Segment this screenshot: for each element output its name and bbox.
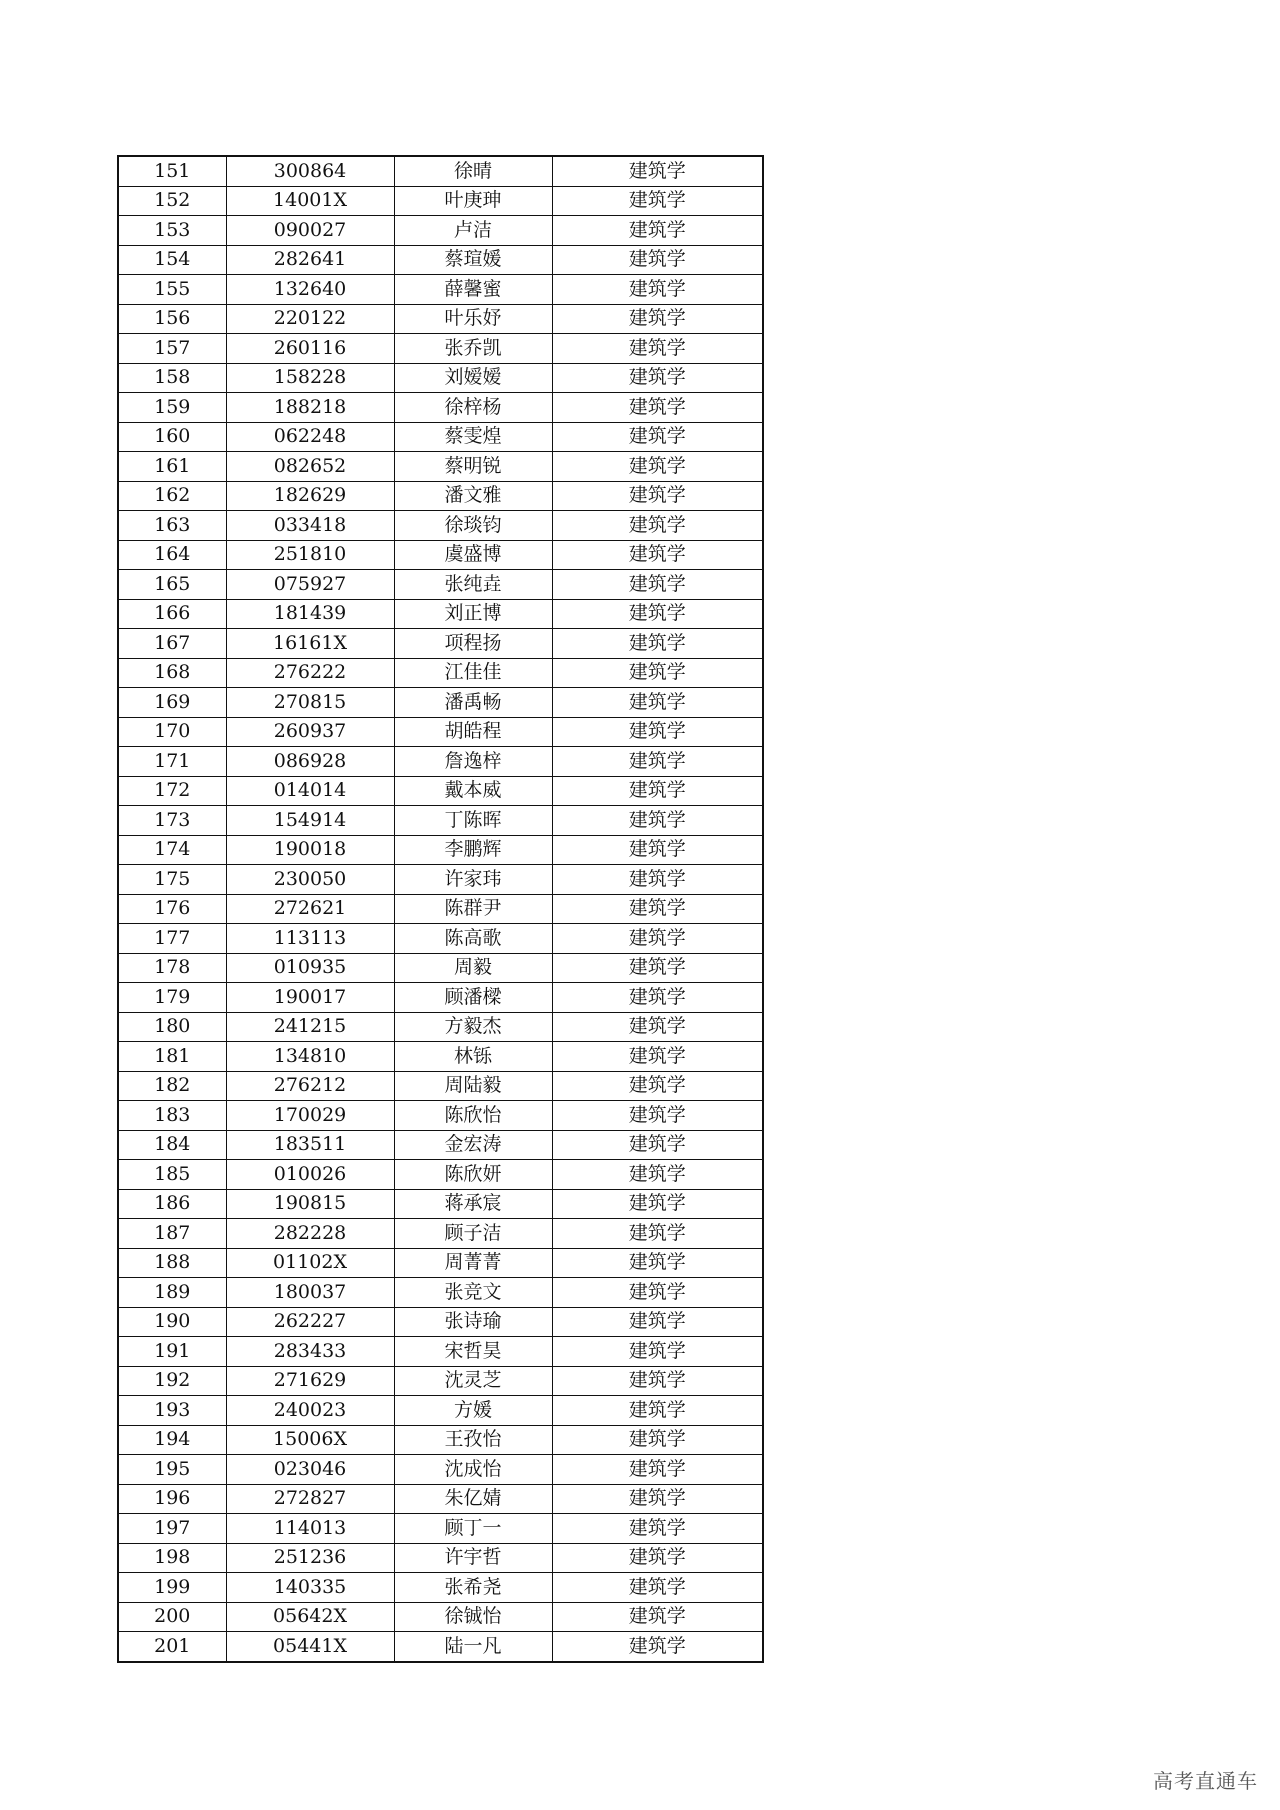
table-row: [118, 688, 763, 718]
table-row: [118, 245, 763, 275]
row-number-cell: 156: [118, 304, 226, 334]
major-cell: 建筑学: [552, 1130, 763, 1160]
table-row: [118, 806, 763, 836]
table-row: [118, 540, 763, 570]
row-number-cell: 171: [118, 747, 226, 777]
id-suffix-cell: 16161X: [226, 629, 394, 659]
id-suffix-cell: 262227: [226, 1307, 394, 1337]
id-suffix-cell: 190018: [226, 835, 394, 865]
row-number-cell: 174: [118, 835, 226, 865]
major-cell: 建筑学: [552, 245, 763, 275]
major-cell: 建筑学: [552, 481, 763, 511]
name-cell: 蔡瑄媛: [394, 245, 552, 275]
id-suffix-cell: 183511: [226, 1130, 394, 1160]
id-suffix-cell: 170029: [226, 1101, 394, 1131]
major-cell: 建筑学: [552, 1455, 763, 1485]
name-cell: 徐梓杨: [394, 393, 552, 423]
row-number-cell: 151: [118, 156, 226, 186]
major-cell: 建筑学: [552, 1543, 763, 1573]
table-row: [118, 1455, 763, 1485]
id-suffix-cell: 01102X: [226, 1248, 394, 1278]
id-suffix-cell: 114013: [226, 1514, 394, 1544]
id-suffix-cell: 014014: [226, 776, 394, 806]
row-number-cell: 164: [118, 540, 226, 570]
name-cell: 叶庚珅: [394, 186, 552, 216]
id-suffix-cell: 282641: [226, 245, 394, 275]
row-number-cell: 197: [118, 1514, 226, 1544]
major-cell: 建筑学: [552, 1602, 763, 1632]
table-row: [118, 776, 763, 806]
name-cell: 戴本威: [394, 776, 552, 806]
table-row: [118, 216, 763, 246]
id-suffix-cell: 062248: [226, 422, 394, 452]
name-cell: 顾丁一: [394, 1514, 552, 1544]
major-cell: 建筑学: [552, 1219, 763, 1249]
table-row: [118, 1012, 763, 1042]
id-suffix-cell: 240023: [226, 1396, 394, 1426]
id-suffix-cell: 270815: [226, 688, 394, 718]
table-row: [118, 1396, 763, 1426]
name-cell: 宋哲昊: [394, 1337, 552, 1367]
major-cell: 建筑学: [552, 688, 763, 718]
row-number-cell: 153: [118, 216, 226, 246]
major-cell: 建筑学: [552, 865, 763, 895]
table-row: [118, 658, 763, 688]
table-row: [118, 511, 763, 541]
row-number-cell: 159: [118, 393, 226, 423]
table-row: [118, 924, 763, 954]
id-suffix-cell: 158228: [226, 363, 394, 393]
table-row: [118, 1602, 763, 1632]
name-cell: 陈欣妍: [394, 1160, 552, 1190]
row-number-cell: 170: [118, 717, 226, 747]
row-number-cell: 169: [118, 688, 226, 718]
table-row: [118, 1160, 763, 1190]
row-number-cell: 162: [118, 481, 226, 511]
name-cell: 方毅杰: [394, 1012, 552, 1042]
major-cell: 建筑学: [552, 894, 763, 924]
major-cell: 建筑学: [552, 1632, 763, 1662]
row-number-cell: 161: [118, 452, 226, 482]
id-suffix-cell: 05441X: [226, 1632, 394, 1662]
id-suffix-cell: 260116: [226, 334, 394, 364]
row-number-cell: 154: [118, 245, 226, 275]
major-cell: 建筑学: [552, 776, 763, 806]
table-row: [118, 1425, 763, 1455]
name-cell: 蔡雯煌: [394, 422, 552, 452]
id-suffix-cell: 075927: [226, 570, 394, 600]
major-cell: 建筑学: [552, 1042, 763, 1072]
table-row: [118, 747, 763, 777]
watermark: 高考直通车: [1153, 1769, 1258, 1793]
major-cell: 建筑学: [552, 334, 763, 364]
major-cell: 建筑学: [552, 1514, 763, 1544]
major-cell: 建筑学: [552, 1396, 763, 1426]
major-cell: 建筑学: [552, 1337, 763, 1367]
name-cell: 江佳佳: [394, 658, 552, 688]
row-number-cell: 173: [118, 806, 226, 836]
id-suffix-cell: 190017: [226, 983, 394, 1013]
major-cell: 建筑学: [552, 835, 763, 865]
major-cell: 建筑学: [552, 658, 763, 688]
name-cell: 胡皓程: [394, 717, 552, 747]
table-row: [118, 363, 763, 393]
table-row: [118, 1101, 763, 1131]
major-cell: 建筑学: [552, 216, 763, 246]
id-suffix-cell: 033418: [226, 511, 394, 541]
major-cell: 建筑学: [552, 1101, 763, 1131]
table-row: [118, 629, 763, 659]
row-number-cell: 186: [118, 1189, 226, 1219]
major-cell: 建筑学: [552, 924, 763, 954]
id-suffix-cell: 276212: [226, 1071, 394, 1101]
row-number-cell: 200: [118, 1602, 226, 1632]
name-cell: 潘文雅: [394, 481, 552, 511]
row-number-cell: 182: [118, 1071, 226, 1101]
name-cell: 林铄: [394, 1042, 552, 1072]
name-cell: 虞盛博: [394, 540, 552, 570]
table-row: [118, 1219, 763, 1249]
id-suffix-cell: 113113: [226, 924, 394, 954]
id-suffix-cell: 271629: [226, 1366, 394, 1396]
major-cell: 建筑学: [552, 1425, 763, 1455]
table-row: [118, 393, 763, 423]
row-number-cell: 194: [118, 1425, 226, 1455]
row-number-cell: 198: [118, 1543, 226, 1573]
table-row: [118, 1514, 763, 1544]
row-number-cell: 192: [118, 1366, 226, 1396]
name-cell: 李鹏辉: [394, 835, 552, 865]
row-number-cell: 157: [118, 334, 226, 364]
major-cell: 建筑学: [552, 599, 763, 629]
row-number-cell: 191: [118, 1337, 226, 1367]
name-cell: 詹逸梓: [394, 747, 552, 777]
name-cell: 许家玮: [394, 865, 552, 895]
id-suffix-cell: 190815: [226, 1189, 394, 1219]
name-cell: 金宏涛: [394, 1130, 552, 1160]
id-suffix-cell: 180037: [226, 1278, 394, 1308]
row-number-cell: 166: [118, 599, 226, 629]
id-suffix-cell: 023046: [226, 1455, 394, 1485]
major-cell: 建筑学: [552, 1307, 763, 1337]
id-suffix-cell: 154914: [226, 806, 394, 836]
name-cell: 朱亿婧: [394, 1484, 552, 1514]
table-row: [118, 1337, 763, 1367]
major-cell: 建筑学: [552, 570, 763, 600]
table-row: [118, 334, 763, 364]
id-suffix-cell: 241215: [226, 1012, 394, 1042]
row-number-cell: 175: [118, 865, 226, 895]
table-row: [118, 1189, 763, 1219]
name-cell: 方媛: [394, 1396, 552, 1426]
id-suffix-cell: 272827: [226, 1484, 394, 1514]
table-row: [118, 983, 763, 1013]
row-number-cell: 155: [118, 275, 226, 305]
major-cell: 建筑学: [552, 747, 763, 777]
row-number-cell: 188: [118, 1248, 226, 1278]
id-suffix-cell: 182629: [226, 481, 394, 511]
major-cell: 建筑学: [552, 275, 763, 305]
name-cell: 陈高歌: [394, 924, 552, 954]
row-number-cell: 177: [118, 924, 226, 954]
table-row: [118, 1484, 763, 1514]
name-cell: 张希尧: [394, 1573, 552, 1603]
table-row: [118, 570, 763, 600]
id-suffix-cell: 010935: [226, 953, 394, 983]
row-number-cell: 158: [118, 363, 226, 393]
row-number-cell: 195: [118, 1455, 226, 1485]
name-cell: 潘禹畅: [394, 688, 552, 718]
id-suffix-cell: 251810: [226, 540, 394, 570]
row-number-cell: 168: [118, 658, 226, 688]
major-cell: 建筑学: [552, 953, 763, 983]
table-row: [118, 1573, 763, 1603]
id-suffix-cell: 230050: [226, 865, 394, 895]
row-number-cell: 160: [118, 422, 226, 452]
table-row: [118, 599, 763, 629]
table-row: [118, 275, 763, 305]
row-number-cell: 176: [118, 894, 226, 924]
name-cell: 陆一凡: [394, 1632, 552, 1662]
roster-table-body: [118, 156, 763, 1662]
name-cell: 顾子洁: [394, 1219, 552, 1249]
name-cell: 徐晴: [394, 156, 552, 186]
id-suffix-cell: 283433: [226, 1337, 394, 1367]
table-row: [118, 865, 763, 895]
id-suffix-cell: 14001X: [226, 186, 394, 216]
row-number-cell: 183: [118, 1101, 226, 1131]
name-cell: 蔡明锐: [394, 452, 552, 482]
major-cell: 建筑学: [552, 540, 763, 570]
name-cell: 张乔凯: [394, 334, 552, 364]
row-number-cell: 201: [118, 1632, 226, 1662]
id-suffix-cell: 260937: [226, 717, 394, 747]
table-row: [118, 717, 763, 747]
name-cell: 蒋承宸: [394, 1189, 552, 1219]
major-cell: 建筑学: [552, 304, 763, 334]
row-number-cell: 189: [118, 1278, 226, 1308]
major-cell: 建筑学: [552, 806, 763, 836]
table-row: [118, 1307, 763, 1337]
name-cell: 许宇哲: [394, 1543, 552, 1573]
table-row: [118, 481, 763, 511]
table-row: [118, 1632, 763, 1662]
id-suffix-cell: 188218: [226, 393, 394, 423]
row-number-cell: 172: [118, 776, 226, 806]
major-cell: 建筑学: [552, 156, 763, 186]
table-row: [118, 1366, 763, 1396]
row-number-cell: 165: [118, 570, 226, 600]
major-cell: 建筑学: [552, 1366, 763, 1396]
row-number-cell: 178: [118, 953, 226, 983]
roster-table: [117, 155, 764, 1663]
major-cell: 建筑学: [552, 422, 763, 452]
major-cell: 建筑学: [552, 1071, 763, 1101]
row-number-cell: 181: [118, 1042, 226, 1072]
name-cell: 刘正博: [394, 599, 552, 629]
row-number-cell: 199: [118, 1573, 226, 1603]
id-suffix-cell: 010026: [226, 1160, 394, 1190]
table-row: [118, 1248, 763, 1278]
name-cell: 顾潘樑: [394, 983, 552, 1013]
major-cell: 建筑学: [552, 186, 763, 216]
major-cell: 建筑学: [552, 717, 763, 747]
id-suffix-cell: 220122: [226, 304, 394, 334]
name-cell: 陈欣怡: [394, 1101, 552, 1131]
name-cell: 徐铖怡: [394, 1602, 552, 1632]
row-number-cell: 190: [118, 1307, 226, 1337]
major-cell: 建筑学: [552, 363, 763, 393]
table-row: [118, 452, 763, 482]
id-suffix-cell: 276222: [226, 658, 394, 688]
row-number-cell: 180: [118, 1012, 226, 1042]
id-suffix-cell: 134810: [226, 1042, 394, 1072]
name-cell: 周陆毅: [394, 1071, 552, 1101]
major-cell: 建筑学: [552, 1248, 763, 1278]
id-suffix-cell: 282228: [226, 1219, 394, 1249]
name-cell: 王孜怡: [394, 1425, 552, 1455]
table-row: [118, 953, 763, 983]
name-cell: 薛馨蜜: [394, 275, 552, 305]
id-suffix-cell: 090027: [226, 216, 394, 246]
name-cell: 周菁菁: [394, 1248, 552, 1278]
major-cell: 建筑学: [552, 1012, 763, 1042]
id-suffix-cell: 272621: [226, 894, 394, 924]
table-row: [118, 1130, 763, 1160]
major-cell: 建筑学: [552, 983, 763, 1013]
name-cell: 徐琰钧: [394, 511, 552, 541]
row-number-cell: 152: [118, 186, 226, 216]
name-cell: 沈成怡: [394, 1455, 552, 1485]
table-row: [118, 156, 763, 186]
major-cell: 建筑学: [552, 1484, 763, 1514]
table-row: [118, 1278, 763, 1308]
major-cell: 建筑学: [552, 1189, 763, 1219]
major-cell: 建筑学: [552, 1573, 763, 1603]
major-cell: 建筑学: [552, 1278, 763, 1308]
name-cell: 周毅: [394, 953, 552, 983]
id-suffix-cell: 086928: [226, 747, 394, 777]
id-suffix-cell: 15006X: [226, 1425, 394, 1455]
id-suffix-cell: 251236: [226, 1543, 394, 1573]
id-suffix-cell: 300864: [226, 156, 394, 186]
row-number-cell: 187: [118, 1219, 226, 1249]
table-row: [118, 422, 763, 452]
name-cell: 沈灵芝: [394, 1366, 552, 1396]
row-number-cell: 193: [118, 1396, 226, 1426]
table-row: [118, 1543, 763, 1573]
name-cell: 丁陈晖: [394, 806, 552, 836]
table-row: [118, 894, 763, 924]
major-cell: 建筑学: [552, 393, 763, 423]
table-row: [118, 835, 763, 865]
row-number-cell: 185: [118, 1160, 226, 1190]
name-cell: 项程扬: [394, 629, 552, 659]
table-row: [118, 304, 763, 334]
id-suffix-cell: 082652: [226, 452, 394, 482]
id-suffix-cell: 132640: [226, 275, 394, 305]
name-cell: 张纯垚: [394, 570, 552, 600]
major-cell: 建筑学: [552, 452, 763, 482]
id-suffix-cell: 181439: [226, 599, 394, 629]
major-cell: 建筑学: [552, 511, 763, 541]
row-number-cell: 184: [118, 1130, 226, 1160]
table-row: [118, 1071, 763, 1101]
name-cell: 叶乐妤: [394, 304, 552, 334]
major-cell: 建筑学: [552, 1160, 763, 1190]
id-suffix-cell: 140335: [226, 1573, 394, 1603]
table-row: [118, 1042, 763, 1072]
table-row: [118, 186, 763, 216]
name-cell: 卢洁: [394, 216, 552, 246]
row-number-cell: 167: [118, 629, 226, 659]
major-cell: 建筑学: [552, 629, 763, 659]
row-number-cell: 163: [118, 511, 226, 541]
name-cell: 张竞文: [394, 1278, 552, 1308]
row-number-cell: 196: [118, 1484, 226, 1514]
row-number-cell: 179: [118, 983, 226, 1013]
id-suffix-cell: 05642X: [226, 1602, 394, 1632]
name-cell: 陈群尹: [394, 894, 552, 924]
name-cell: 张诗瑜: [394, 1307, 552, 1337]
name-cell: 刘嫒嫒: [394, 363, 552, 393]
